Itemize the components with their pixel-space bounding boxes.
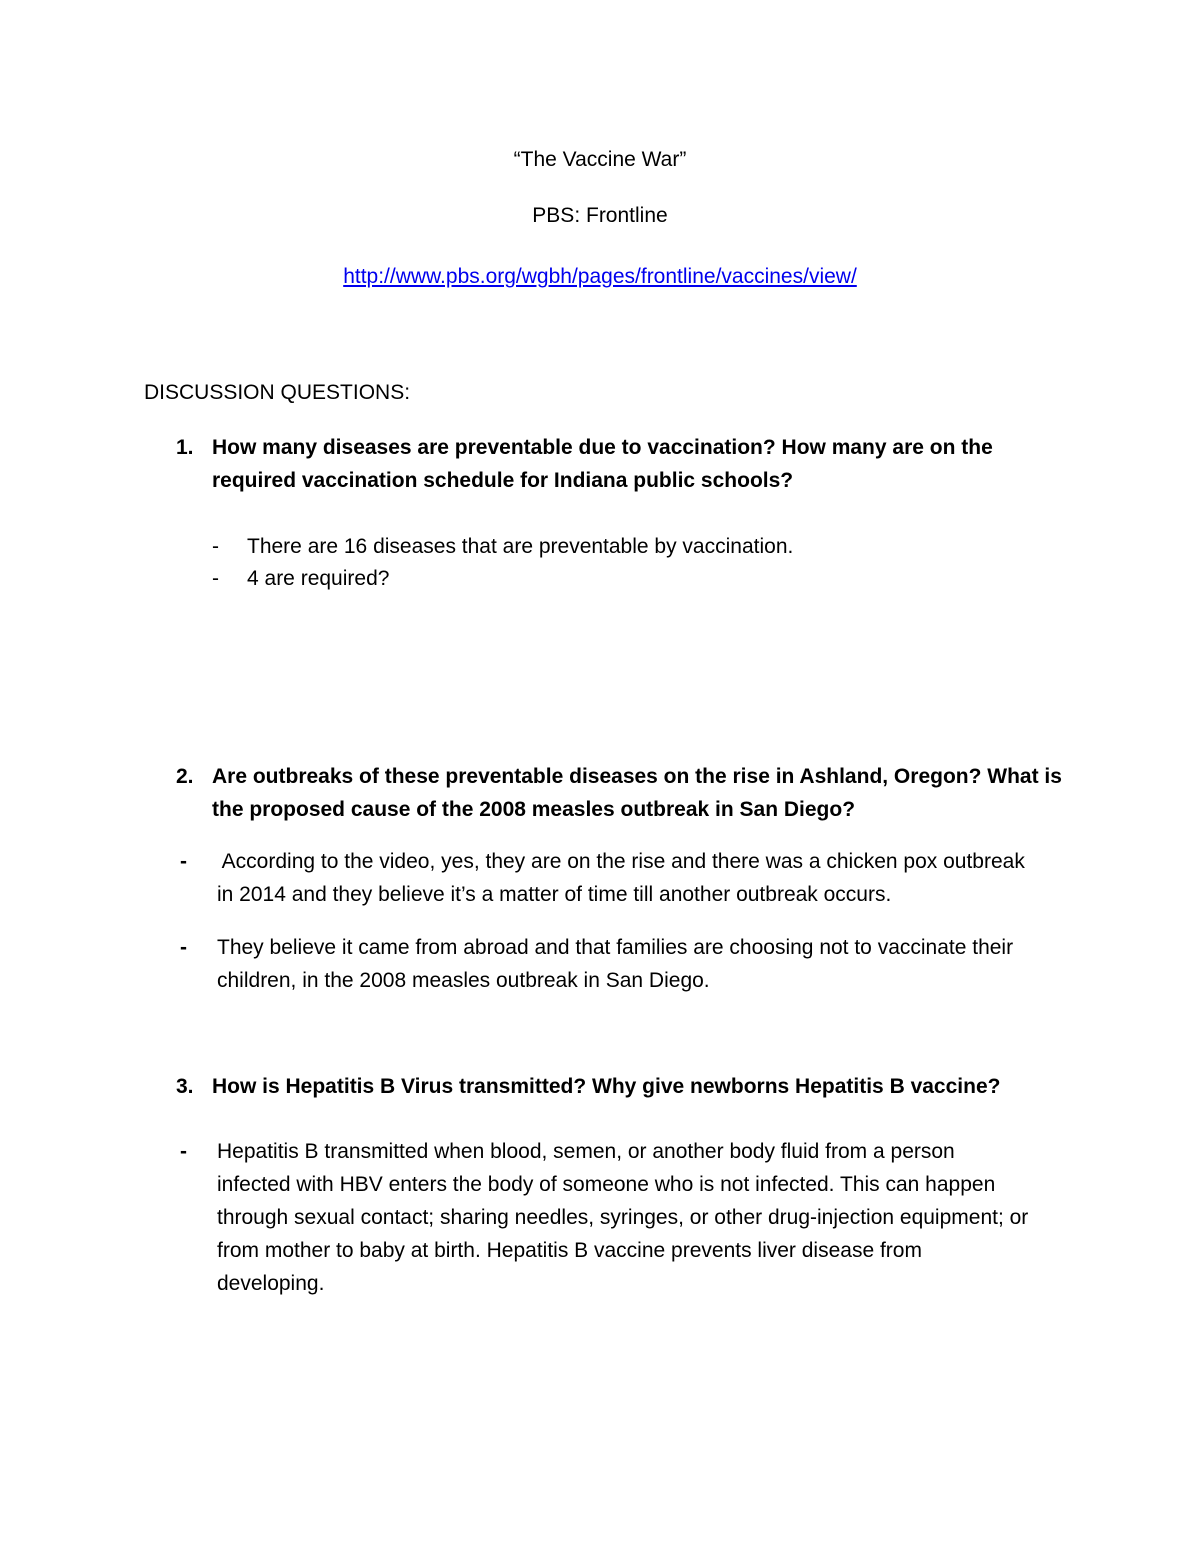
answer-text-line: developing. [217,1272,325,1295]
answer-text-line: They believe it came from abroad and that families are choosing not to vaccinate their [217,936,1014,959]
question-text-line: the proposed cause of the 2008 measles outbreak in San Diego? [212,798,856,821]
question-number: 2. [176,765,194,788]
document-title: “The Vaccine War” [513,148,687,171]
question-number: 1. [176,436,194,459]
answer-text-line: According to the video, yes, they are on the rise and there was a chicken pox outbreak [217,850,1025,873]
answer-text-line: children, in the 2008 measles outbreak in San Diego. [217,969,710,992]
document-source: PBS: Frontline [532,204,668,227]
question-text-line: Are outbreaks of these preventable diseases on the rise in Ashland, Oregon? What is [212,765,1062,788]
question-text-line: How many diseases are preventable due to vaccination? How many are on the [212,436,993,459]
question-text-line: How is Hepatitis B Virus transmitted? Why give newborns Hepatitis B vaccine? [212,1075,1001,1098]
dash-bullet: - [212,567,219,590]
answer-text-line: through sexual contact; sharing needles, syringes, or other drug-injection equipment; or [217,1206,1029,1229]
dash-bullet: - [212,535,219,558]
answer-text-line: There are 16 diseases that are preventable by vaccination. [247,535,794,558]
section-heading: DISCUSSION QUESTIONS: [144,381,411,404]
answer-text-line: infected with HBV enters the body of someone who is not infected. This can happen [217,1173,996,1196]
video-link[interactable]: http://www.pbs.org/wgbh/pages/frontline/vaccines/view/ [343,265,857,288]
answer-text-line: from mother to baby at birth. Hepatitis B vaccine prevents liver disease from [217,1239,922,1262]
answer-text-line: in 2014 and they believe it’s a matter of time till another outbreak occurs. [217,883,892,906]
answer-text-line: Hepatitis B transmitted when blood, semen, or another body fluid from a person [217,1140,955,1163]
url-line [0,265,1200,289]
dash-bullet: - [180,850,187,873]
dash-bullet: - [180,936,187,959]
question-text-line: required vaccination schedule for Indiana public schools? [212,469,794,492]
answer-text-line: 4 are required? [247,567,390,590]
question-number: 3. [176,1075,194,1098]
dash-bullet: - [180,1140,187,1163]
